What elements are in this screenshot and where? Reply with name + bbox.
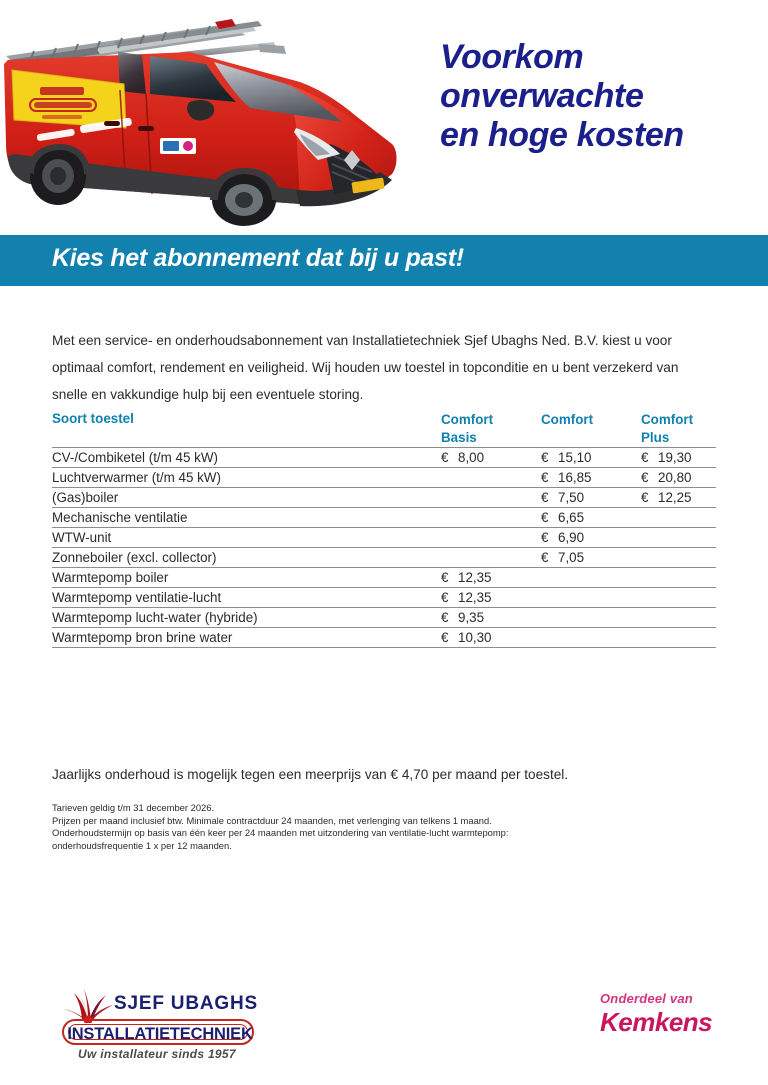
price-comfort-basis	[441, 528, 541, 548]
price-comfort-basis	[441, 468, 541, 488]
amount: 12,35	[458, 590, 492, 605]
comfort-plus-word-1: Comfort	[641, 412, 694, 427]
price-comfort	[541, 488, 641, 508]
price-comfort	[541, 508, 641, 528]
fineprint-line-3: Onderhoudstermijn op basis van één keer per 24 maanden met uitzondering van ventilatie-lucht warmtepomp:	[52, 827, 509, 839]
fineprint-line-1: Tarieven geldig t/m 31 december 2026.	[52, 802, 215, 813]
price-comfort-basis	[441, 548, 541, 568]
row-label: Warmtepomp boiler	[52, 570, 169, 585]
amount: 20,80	[658, 470, 692, 485]
price-comfort-plus	[641, 448, 716, 468]
amount: 6,90	[558, 530, 585, 545]
page-footer	[0, 975, 768, 1085]
comfort-plus-word-2: Plus	[641, 430, 670, 445]
price-comfort-plus	[641, 628, 716, 648]
price-comfort-plus	[641, 528, 716, 548]
price-comfort-plus	[641, 588, 716, 608]
currency-symbol: €	[641, 470, 649, 485]
currency-symbol: €	[441, 610, 449, 625]
row-label: Warmtepomp bron brine water	[52, 630, 233, 645]
fineprint-line-2: Prijzen per maand inclusief btw. Minimale contractduur 24 maanden, met verlenging van telkens 1 maand.	[52, 814, 492, 826]
amount: 19,30	[658, 450, 692, 465]
price-comfort-plus	[641, 488, 716, 508]
table-row	[52, 608, 716, 628]
company-van-photo	[0, 4, 420, 226]
currency-symbol: €	[441, 590, 449, 605]
amount: 10,30	[458, 630, 492, 645]
headline-line-2: onverwachte	[440, 76, 644, 115]
currency-symbol: €	[441, 570, 449, 585]
annual-maintenance-note: Jaarlijks onderhoud is mogelijk tegen een meerprijs van € 4,70 per maand per toestel.	[52, 767, 569, 782]
currency-symbol: €	[441, 450, 449, 465]
currency-symbol: €	[641, 450, 649, 465]
fineprint-block	[52, 802, 692, 852]
row-label: Zonneboiler (excl. collector)	[52, 550, 217, 565]
currency-symbol: €	[541, 450, 549, 465]
price-comfort-basis	[441, 588, 541, 608]
amount: 15,10	[558, 450, 592, 465]
price-comfort-plus	[641, 568, 716, 588]
table-row	[52, 508, 716, 528]
table-row	[52, 468, 716, 488]
table-row	[52, 448, 716, 468]
column-header-comfort-plus	[641, 411, 716, 448]
price-comfort-plus	[641, 608, 716, 628]
row-label: Warmtepomp ventilatie-lucht	[52, 590, 222, 605]
comfort-word-1: Comfort	[541, 412, 594, 427]
company-tagline: Uw installateur sinds 1957	[78, 1047, 236, 1061]
amount: 8,00	[458, 450, 485, 465]
flame-icon	[62, 987, 118, 1023]
table-row	[52, 568, 716, 588]
amount: 7,50	[558, 490, 585, 505]
table-body	[52, 448, 716, 648]
price-comfort	[541, 628, 641, 648]
amount: 6,65	[558, 510, 585, 525]
price-comfort	[541, 548, 641, 568]
column-header-soort-toestel: Soort toestel	[52, 411, 134, 426]
row-label: Luchtverwarmer (t/m 45 kW)	[52, 470, 221, 485]
price-comfort-basis	[441, 608, 541, 628]
price-comfort	[541, 448, 641, 468]
price-comfort	[541, 468, 641, 488]
fineprint-line-4: onderhoudsfrequentie 1 x per 12 maanden.	[52, 839, 232, 851]
amount: 7,05	[558, 550, 585, 565]
currency-symbol: €	[541, 470, 549, 485]
currency-symbol: €	[541, 530, 549, 545]
comfort-basis-word-2: Basis	[441, 430, 477, 445]
company-name: SJEF UBAGHS	[114, 993, 258, 1014]
subscription-price-table	[52, 411, 716, 648]
headline-line-3: en hoge kosten	[440, 115, 684, 154]
price-comfort	[541, 568, 641, 588]
column-header-comfort-basis	[441, 411, 541, 448]
price-comfort-basis	[441, 488, 541, 508]
amount: 12,35	[458, 570, 492, 585]
currency-symbol: €	[541, 510, 549, 525]
comfort-basis-word-1: Comfort	[441, 412, 494, 427]
banner-title: Kies het abonnement dat bij u past!	[52, 244, 464, 272]
row-label: CV-/Combiketel (t/m 45 kW)	[52, 450, 218, 465]
column-header-comfort	[541, 411, 641, 448]
company-discipline: INSTALLATIETECHNIEK	[67, 1025, 253, 1043]
price-comfort-plus	[641, 508, 716, 528]
kemkens-partner-logo	[600, 991, 740, 1038]
hero-headline	[440, 38, 750, 154]
section-banner	[0, 235, 768, 286]
partner-name: Kemkens	[600, 1007, 713, 1037]
table-header-row	[52, 411, 716, 448]
amount: 12,25	[658, 490, 692, 505]
headline-line-1: Voorkom	[440, 38, 584, 76]
currency-symbol: €	[441, 630, 449, 645]
price-comfort-plus	[641, 548, 716, 568]
intro-paragraph: Met een service- en onderhoudsabonnement van Installatietechniek Sjef Ubaghs Ned. B.V. kiest u voor optimaal comfort, rendement en veiligheid. Wij houden uw toestel in topconditie en u bent verzekerd van snelle en vakkundige hulp bij een eventuele storing.	[52, 332, 679, 402]
table-row	[52, 588, 716, 608]
currency-symbol: €	[541, 550, 549, 565]
amount: 9,35	[458, 610, 485, 625]
price-comfort-basis	[441, 508, 541, 528]
price-comfort-basis	[441, 568, 541, 588]
table-row	[52, 488, 716, 508]
table-head	[52, 411, 716, 448]
table-row	[52, 528, 716, 548]
table-row	[52, 628, 716, 648]
currency-symbol: €	[641, 490, 649, 505]
row-label: (Gas)boiler	[52, 490, 119, 505]
row-label: Warmtepomp lucht-water (hybride)	[52, 610, 258, 625]
currency-symbol: €	[541, 490, 549, 505]
price-comfort-basis	[441, 628, 541, 648]
company-discipline-badge	[62, 1019, 254, 1045]
row-label: Mechanische ventilatie	[52, 510, 188, 525]
price-comfort	[541, 588, 641, 608]
row-label: WTW-unit	[52, 530, 112, 545]
price-comfort-basis	[441, 448, 541, 468]
sjef-ubaghs-logo	[62, 985, 312, 1070]
hero-section	[0, 0, 768, 235]
price-comfort-plus	[641, 468, 716, 488]
table-row	[52, 548, 716, 568]
partner-prefix: Onderdeel van	[600, 991, 693, 1006]
price-comfort	[541, 608, 641, 628]
price-comfort	[541, 528, 641, 548]
amount: 16,85	[558, 470, 592, 485]
